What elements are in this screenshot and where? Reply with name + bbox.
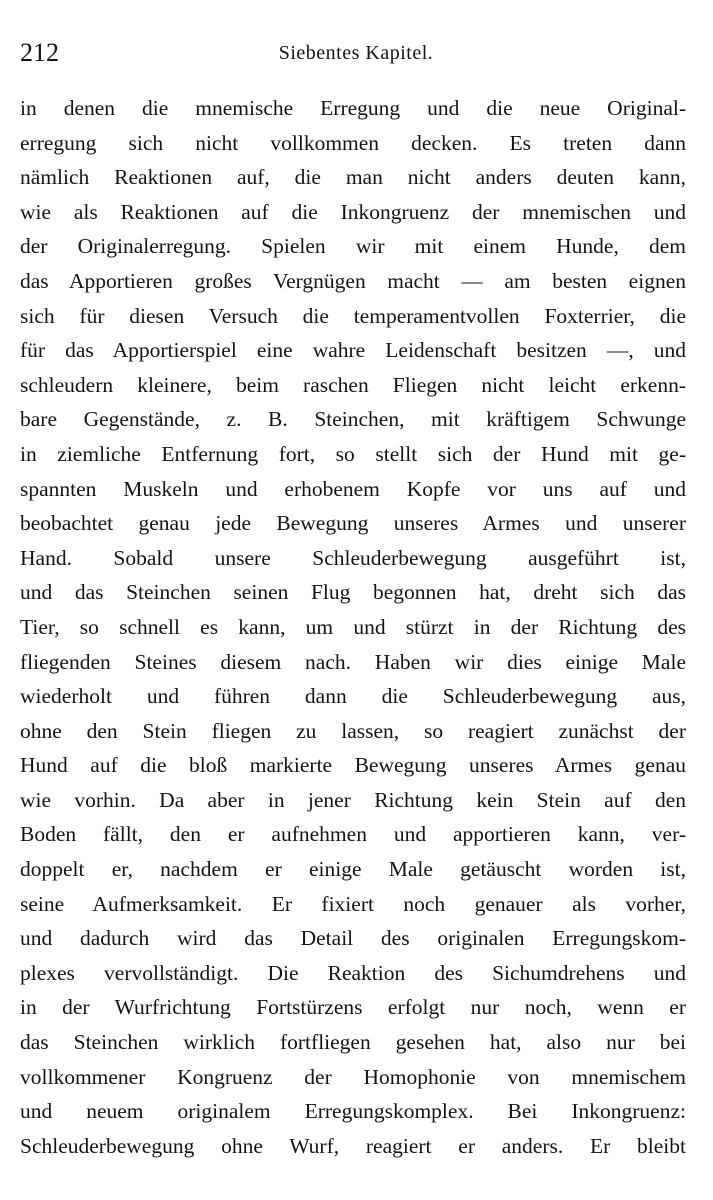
text-line: und dadurch wird das Detail des originalen Erregungskom- <box>20 926 686 951</box>
text-line: Hand. Sobald unsere Schleuderbewegung ausgeführt ist, <box>20 545 686 570</box>
text-line: das Apportieren großes Vergnügen macht — am besten eignen <box>20 268 686 293</box>
text-line: für das Apportierspiel eine wahre Leidenschaft besitzen —, und <box>20 338 686 363</box>
text-line: nämlich Reaktionen auf, die man nicht anders deuten kann, <box>20 165 686 190</box>
page-number: 212 <box>20 38 59 67</box>
text-line: und das Steinchen seinen Flug begonnen hat, dreht sich das <box>20 580 686 605</box>
text-line: schleudern kleinere, beim raschen Fliegen nicht leicht erkenn- <box>20 372 686 397</box>
text-line: plexes vervollständigt. Die Reaktion des Sichumdrehens und <box>20 960 686 985</box>
text-line: wie als Reaktionen auf die Inkongruenz der mnemischen und <box>20 199 686 224</box>
text-line: vollkommener Kongruenz der Homophonie von mnemischem <box>20 1064 686 1089</box>
text-line: das Steinchen wirklich fortfliegen gesehen hat, also nur bei <box>20 1030 686 1055</box>
text-line: bare Gegenstände, z. B. Steinchen, mit kräftigem Schwunge <box>20 407 686 432</box>
text-line: in ziemliche Entfernung fort, so stellt sich der Hund mit ge- <box>20 441 686 466</box>
text-line: Boden fällt, den er aufnehmen und apportieren kann, ver- <box>20 822 686 847</box>
running-head: Siebentes Kapitel. <box>278 42 434 64</box>
text-line: doppelt er, nachdem er einige Male getäuscht worden ist, <box>20 857 686 882</box>
text-line: Hund auf die bloß markierte Bewegung unseres Armes genau <box>20 753 686 778</box>
text-line: beobachtet genau jede Bewegung unseres Armes und unserer <box>20 511 686 536</box>
text-line: Schleuderbewegung ohne Wurf, reagiert er anders. Er bleibt <box>20 1133 686 1158</box>
text-line: und neuem originalem Erregungskomplex. Bei Inkongruenz: <box>20 1099 686 1124</box>
page-header <box>20 38 692 78</box>
text-line: Tier, so schnell es kann, um und stürzt in der Richtung des <box>20 614 686 639</box>
text-line: der Originalerregung. Spielen wir mit einem Hunde, dem <box>20 234 686 259</box>
text-line: wie vorhin. Da aber in jener Richtung kein Stein auf den <box>20 787 686 812</box>
text-line: in der Wurfrichtung Fortstürzens erfolgt nur noch, wenn er <box>20 995 686 1020</box>
text-line: sich für diesen Versuch die temperamentvollen Foxterrier, die <box>20 303 686 328</box>
text-line: fliegenden Steines diesem nach. Haben wir dies einige Male <box>20 649 686 674</box>
text-line: erregung sich nicht vollkommen decken. Es treten dann <box>20 130 686 155</box>
text-line: seine Aufmerksamkeit. Er fixiert noch genauer als vorher, <box>20 891 686 916</box>
text-line: ohne den Stein fliegen zu lassen, so reagiert zunächst der <box>20 718 686 743</box>
text-line: wiederholt und führen dann die Schleuderbewegung aus, <box>20 684 686 709</box>
text-line: in denen die mnemische Erregung und die neue Original- <box>20 96 686 120</box>
body-text <box>20 91 686 1163</box>
text-line: spannten Muskeln und erhobenem Kopfe vor uns auf und <box>20 476 686 501</box>
